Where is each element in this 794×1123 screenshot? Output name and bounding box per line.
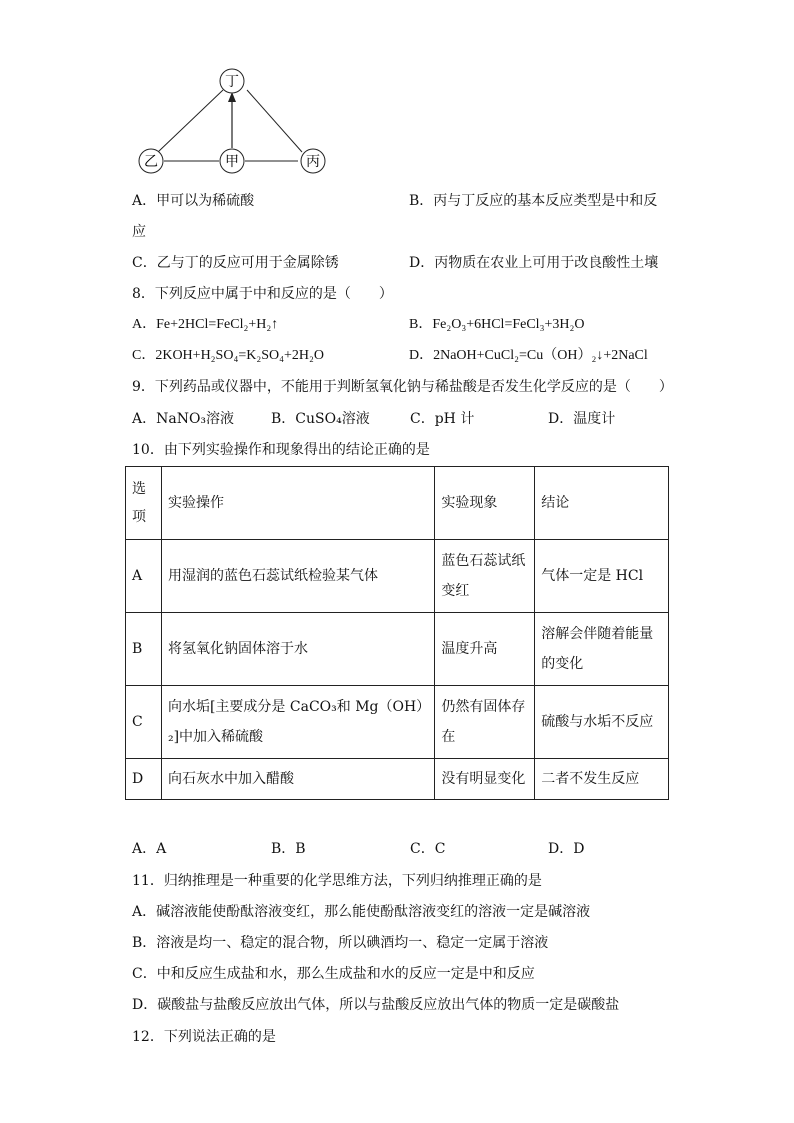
q7-option-b-cont: 应 <box>132 224 146 240</box>
node-yi-label: 乙 <box>144 154 158 170</box>
cell-phenomenon: 温度升高 <box>435 613 535 686</box>
q9-option-b: B．CuSO₄溶液 <box>271 411 370 427</box>
q8-option-a: A．Fe+2HCl=FeCl₂+H₂↑ <box>132 317 279 332</box>
q10-option-a: A．A <box>132 841 167 857</box>
q7-option-d: D．丙物质在农业上可用于改良酸性土壤 <box>409 255 659 271</box>
q10-option-d: D．D <box>548 841 585 857</box>
q10-option-c: C．C <box>410 841 446 857</box>
table-row <box>126 540 669 613</box>
q9-option-d: D．温度计 <box>548 411 616 427</box>
edge-ding-yi <box>158 90 223 152</box>
q9-option-c: C．pH 计 <box>410 411 475 427</box>
q12-stem: 12．下列说法正确的是 <box>132 1029 276 1045</box>
cell-option: C <box>126 686 162 759</box>
q8-stem: 8．下列反应中属于中和反应的是（ ） <box>132 286 393 302</box>
cell-option: B <box>126 613 162 686</box>
q8-option-d: D．2NaOH+CuCl₂=Cu（OH）₂↓+2NaCl <box>409 348 648 363</box>
cell-phenomenon: 蓝色石蕊试纸变红 <box>435 540 535 613</box>
cell-operation: 向石灰水中加入醋酸 <box>161 759 434 800</box>
q10-option-b: B．B <box>271 841 306 857</box>
node-bing-label: 丙 <box>306 154 320 170</box>
cell-option: A <box>126 540 162 613</box>
q9-stem: 9．下列药品或仪器中，不能用于判断氢氧化钠与稀盐酸是否发生化学反应的是（ ） <box>132 379 673 395</box>
header-operation: 实验操作 <box>161 467 434 540</box>
edge-ding-bing <box>247 90 302 152</box>
reaction-diagram <box>130 62 330 182</box>
cell-phenomenon: 仍然有固体存在 <box>435 686 535 759</box>
q10-stem: 10．由下列实验操作和现象得出的结论正确的是 <box>132 442 430 458</box>
cell-operation: 将氢氧化钠固体溶于水 <box>161 613 434 686</box>
q7-option-a: A．甲可以为稀硫酸 <box>132 193 255 209</box>
q11-option-d: D．碳酸盐与盐酸反应放出气体，所以与盐酸反应放出气体的物质一定是碳酸盐 <box>132 997 620 1013</box>
cell-phenomenon: 没有明显变化 <box>435 759 535 800</box>
table-row <box>126 686 669 759</box>
q9-option-a: A．NaNO₃溶液 <box>132 411 235 427</box>
q7-option-c: C．乙与丁的反应可用于金属除锈 <box>132 255 339 271</box>
cell-conclusion: 二者不发生反应 <box>535 759 669 800</box>
table-row <box>126 759 669 800</box>
header-option: 选 项 <box>126 467 162 540</box>
cell-conclusion: 气体一定是 HCl <box>535 540 669 613</box>
cell-operation: 向水垢[主要成分是 CaCO₃和 Mg（OH）₂]中加入稀硫酸 <box>161 686 434 759</box>
node-ding-label: 丁 <box>225 74 239 90</box>
q7-option-b: B．丙与丁反应的基本反应类型是中和反 <box>409 193 658 209</box>
header-conclusion: 结论 <box>535 467 669 540</box>
experiment-table <box>125 466 669 800</box>
table-row <box>126 613 669 686</box>
q11-option-a: A．碱溶液能使酚酞溶液变红，那么能使酚酞溶液变红的溶液一定是碱溶液 <box>132 904 591 920</box>
node-jia-label: 甲 <box>225 154 239 170</box>
cell-option: D <box>126 759 162 800</box>
q11-option-c: C．中和反应生成盐和水，那么生成盐和水的反应一定是中和反应 <box>132 966 535 982</box>
cell-conclusion: 溶解会伴随着能量的变化 <box>535 613 669 686</box>
q11-stem: 11．归纳推理是一种重要的化学思维方法，下列归纳推理正确的是 <box>132 873 542 889</box>
q8-option-c: C．2KOH+H₂SO₄=K₂SO₄+2H₂O <box>132 348 324 363</box>
cell-operation: 用湿润的蓝色石蕊试纸检验某气体 <box>161 540 434 613</box>
q8-option-b: B．Fe₂O₃+6HCl=FeCl₃+3H₂O <box>409 317 585 332</box>
q11-option-b: B．溶液是均一、稳定的混合物，所以碘酒均一、稳定一定属于溶液 <box>132 935 549 951</box>
table-header-row <box>126 467 669 540</box>
header-phenomenon: 实验现象 <box>435 467 535 540</box>
cell-conclusion: 硫酸与水垢不反应 <box>535 686 669 759</box>
